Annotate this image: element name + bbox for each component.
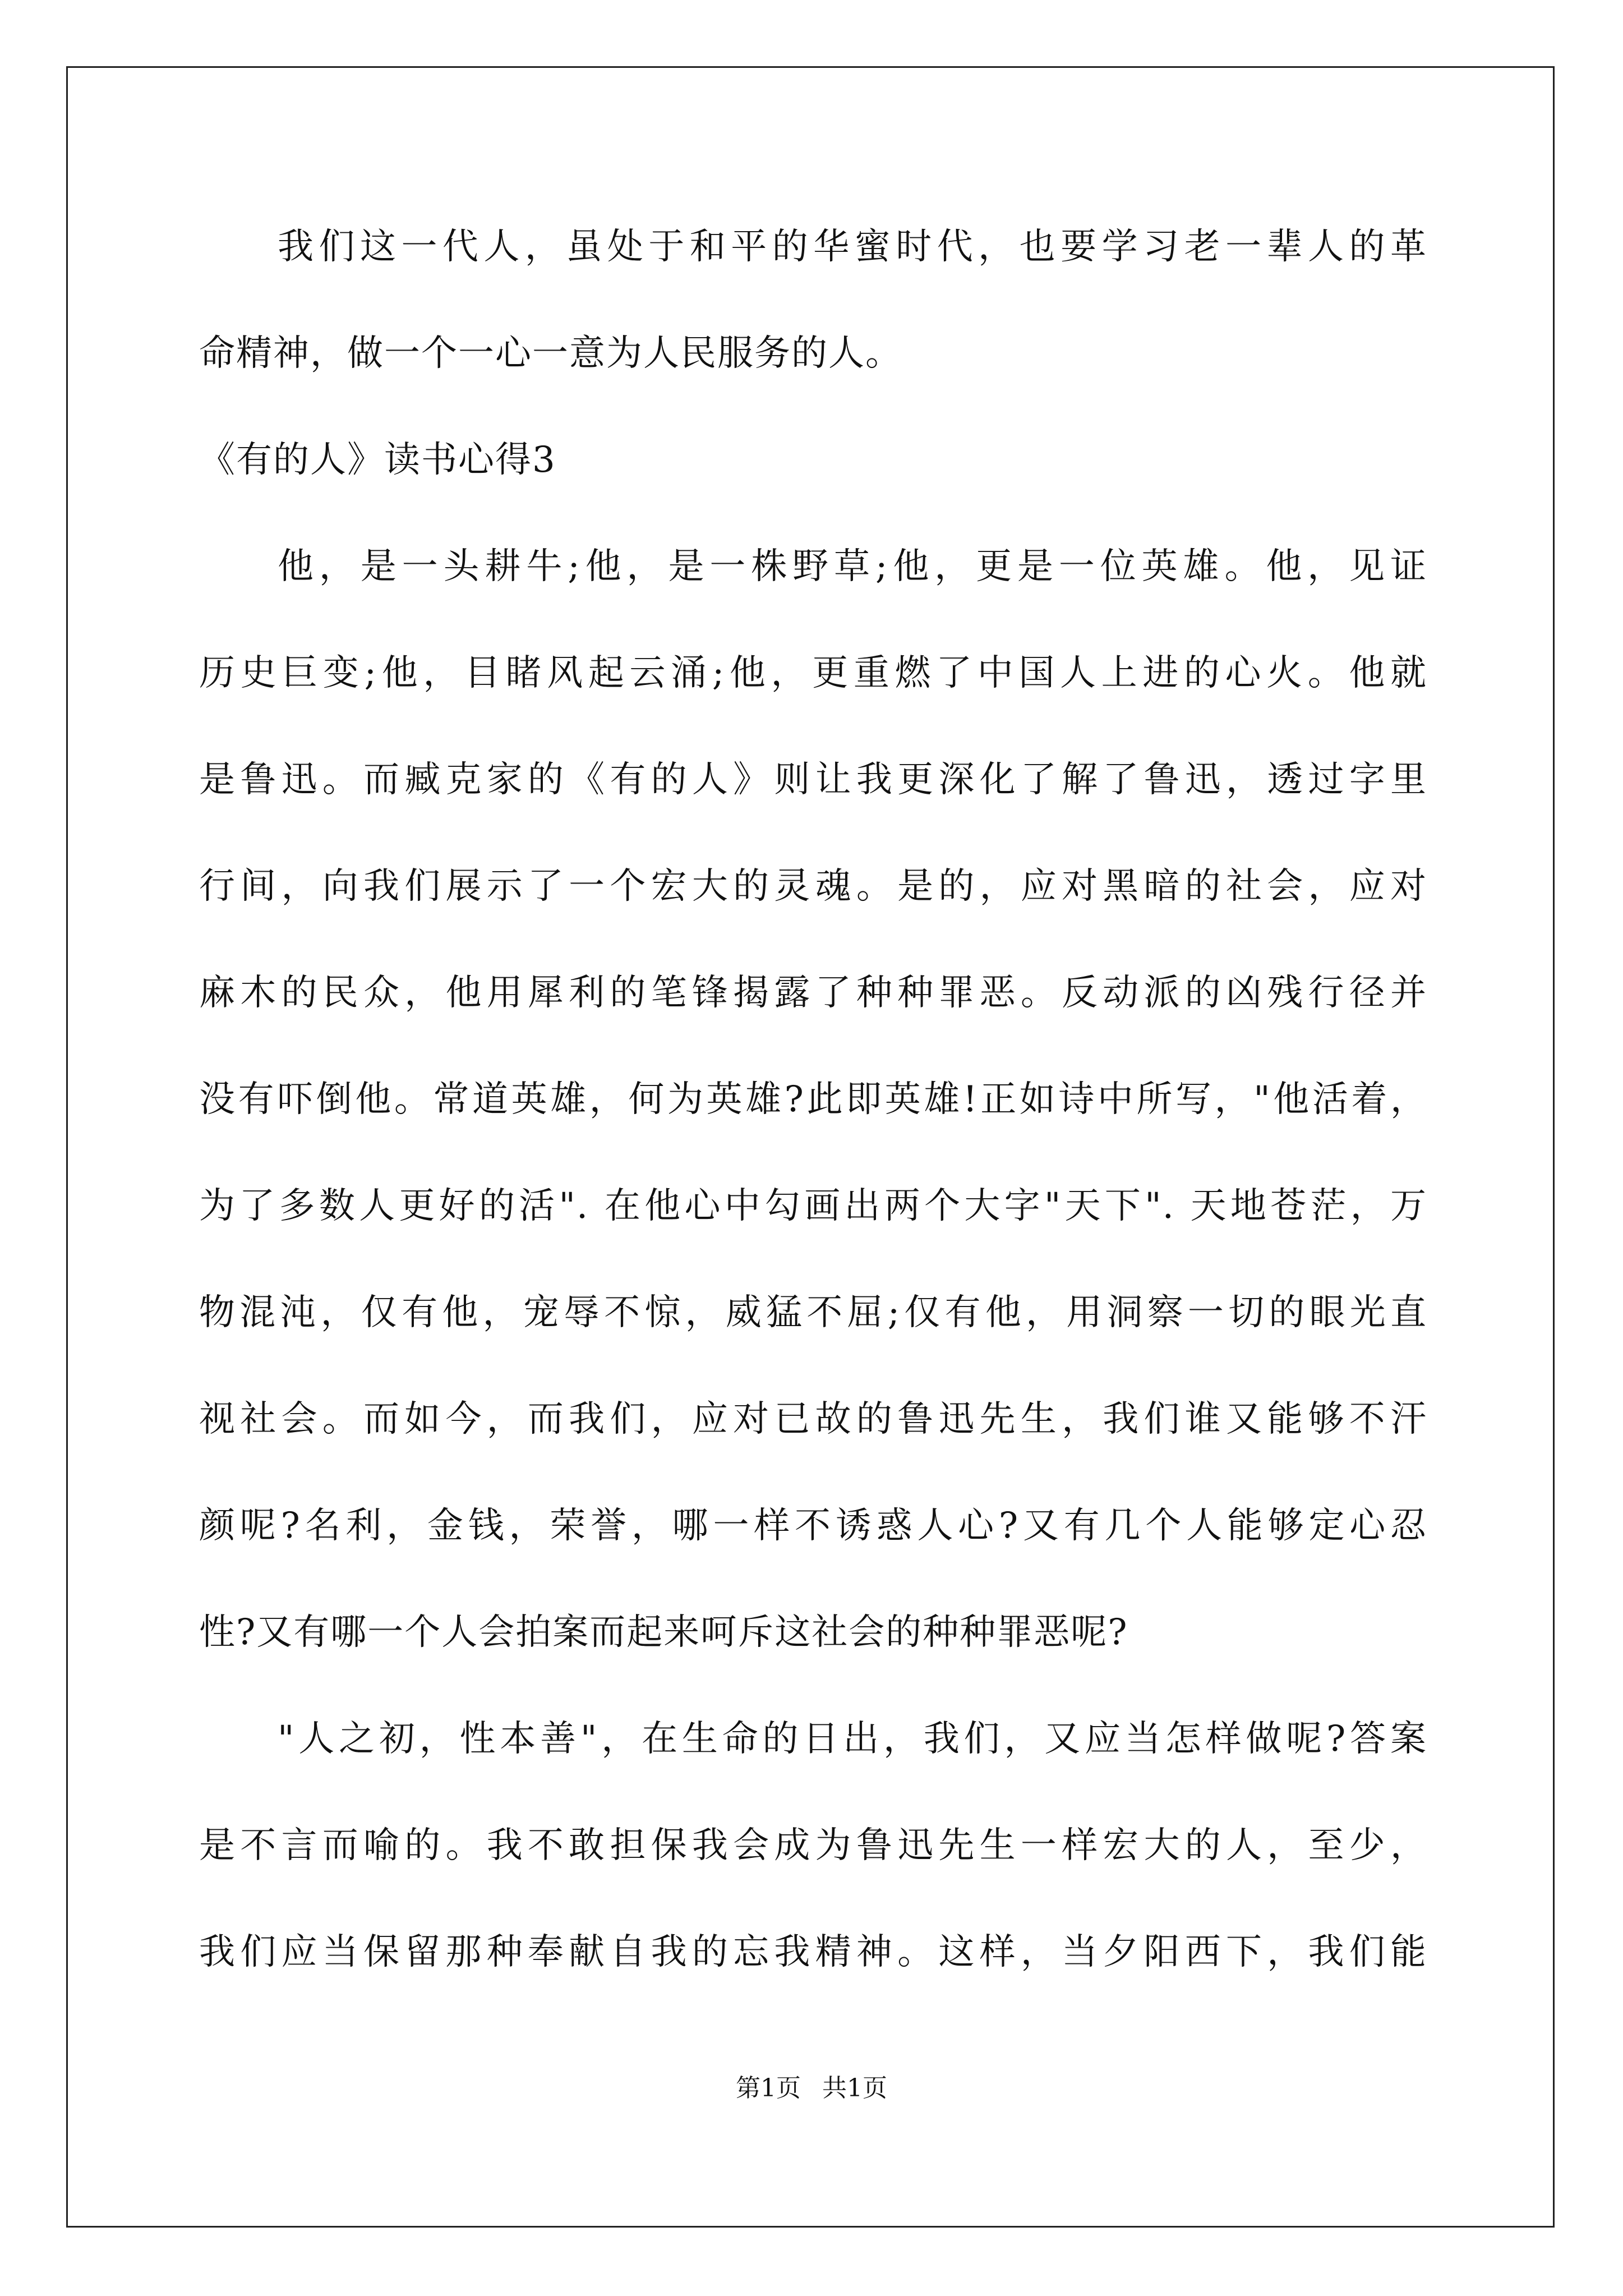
paragraph-line: 是鲁迅。而臧克家的《有的人》则让我更深化了解了鲁迅，透过字里 [199,759,1427,800]
paragraph-line: 颜呢?名利，金钱，荣誉，哪一样不诱惑人心?又有几个人能够定心忍 [199,1505,1427,1547]
page-footer [0,2072,1623,2105]
paragraph-line: 历史巨变;他，目睹风起云涌;他，更重燃了中国人上进的心火。他就 [199,652,1427,694]
paragraph-line: "人之初，性本善"，在生命的日出，我们，又应当怎样做呢?答案 [278,1718,1427,1760]
paragraph-line: 是不言而喻的。我不敢担保我会成为鲁迅先生一样宏大的人，至少， [199,1825,1427,1866]
paragraph-line: 他，是一头耕牛;他，是一株野草;他，更是一位英雄。他，见证 [278,546,1427,587]
paragraph-line: 麻木的民众，他用犀利的笔锋揭露了种种罪恶。反动派的凶残行径并 [199,972,1427,1014]
page-border [66,66,1555,2228]
page-total: 共1页 [822,2074,887,2102]
paragraph-line: 物混沌，仅有他，宠辱不惊，威猛不屈;仅有他，用洞察一切的眼光直 [199,1292,1427,1333]
paragraph-line: 没有吓倒他。常道英雄，何为英雄?此即英雄!正如诗中所写，"他活着， [199,1079,1427,1120]
paragraph-line: 视社会。而如今，而我们，应对已故的鲁迅先生，我们谁又能够不汗 [199,1398,1427,1440]
paragraph-line: 行间，向我们展示了一个宏大的灵魂。是的，应对黑暗的社会，应对 [199,866,1427,907]
paragraph-line: 性?又有哪一个人会拍案而起来呵斥这社会的种种罪恶呢? [199,1612,1128,1653]
paragraph-line: 我们这一代人，虽处于和平的华蜜时代，也要学习老一辈人的革 [278,226,1427,268]
paragraph-line: 命精神，做一个一心一意为人民服务的人。 [199,333,902,374]
page-number: 第1页 [736,2074,801,2102]
section-heading: 《有的人》读书心得3 [199,439,556,481]
paragraph-line: 为了多数人更好的活". 在他心中勾画出两个大字"天下". 天地苍茫，万 [199,1185,1427,1227]
paragraph-line: 我们应当保留那种奉献自我的忘我精神。这样，当夕阳西下，我们能 [199,1931,1427,1973]
